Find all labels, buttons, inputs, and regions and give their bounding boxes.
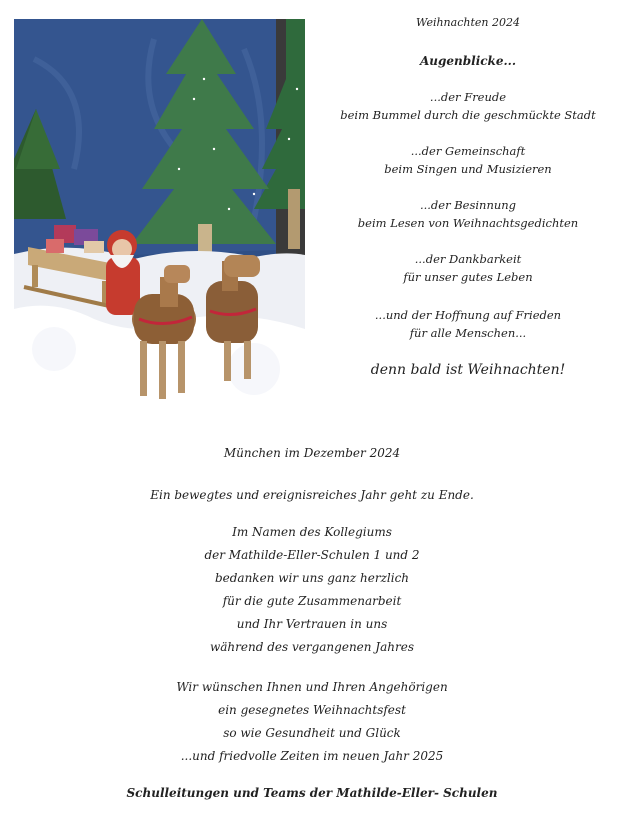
poem-line: ...der Freude [429, 90, 507, 104]
intro-line: Ein bewegtes und ereignisreiches Jahr geht zu Ende. [150, 488, 474, 502]
thanks-line: für die gute Zusammenarbeit [222, 594, 402, 608]
year-title: Weihnachten 2024 [416, 16, 520, 29]
poem-line: ...der Gemeinschaft [410, 144, 526, 158]
poem-line: beim Singen und Musizieren [384, 162, 552, 176]
christmas-scene-photo [14, 19, 305, 404]
poem-line: beim Bummel durch die geschmückte Stadt [340, 108, 596, 122]
poem-line: ...der Besinnung [419, 198, 517, 212]
signature: Schulleitungen und Teams der Mathilde-Eller- Schulen [126, 786, 498, 800]
thanks-line: während des vergangenen Jahres [210, 640, 414, 654]
poem-line: für unser gutes Leben [403, 270, 533, 284]
poem-line: beim Lesen von Weihnachtsgedichten [357, 216, 579, 230]
wishes-line: so wie Gesundheit und Glück [223, 726, 401, 740]
poem-line: ...und der Hoffnung auf Frieden [374, 308, 562, 322]
wishes-line: ein gesegnetes Weihnachtsfest [218, 703, 406, 717]
poem-line: ...der Dankbarkeit [414, 252, 522, 266]
wishes-line: Wir wünschen Ihnen und Ihren Angehörigen [176, 680, 448, 694]
thanks-line: der Mathilde-Eller-Schulen 1 und 2 [204, 548, 420, 562]
thanks-line: bedanken wir uns ganz herzlich [214, 571, 410, 585]
poem-closing: denn bald ist Weihnachten! [370, 362, 566, 378]
thanks-line: Im Namen des Kollegiums [232, 525, 392, 539]
wishes-line: ...und friedvolle Zeiten im neuen Jahr 2025 [180, 749, 444, 763]
thanks-line: und Ihr Vertrauen in uns [236, 617, 388, 631]
poem-title: Augenblicke... [419, 54, 517, 68]
poem-line: für alle Menschen... [409, 326, 527, 340]
place-date: München im Dezember 2024 [223, 446, 401, 460]
